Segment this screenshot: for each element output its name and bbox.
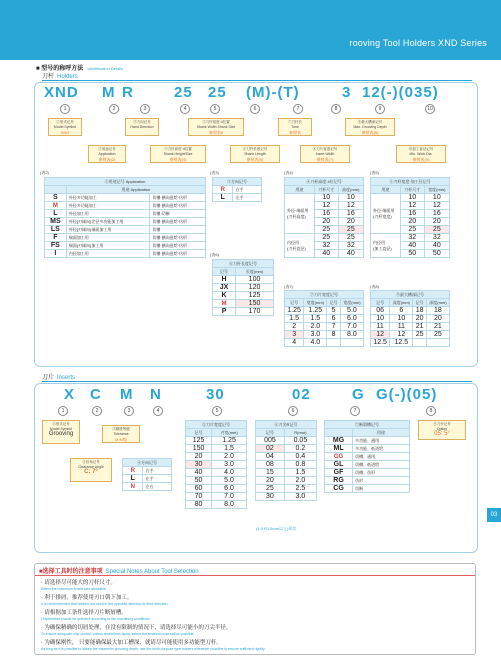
section-title: ■ 型号的称呼方法 Identification Details bbox=[36, 66, 124, 72]
code-part: R bbox=[122, 84, 134, 101]
table-row: MG 多功能、通用 bbox=[325, 437, 410, 445]
num-badge: 6 bbox=[250, 104, 260, 114]
application-table: ②用途记号 Application 用途 Application S 外径多功能加工 切槽·横向进给·仿形 M 外径多功能加工 切槽·横向进给·仿形 L 外径加工用 切槽·切断 MS 外径(刃倾向)定径多功能加工用 切槽·横向进给·仿形 LS 外径(刃倾向)端面加工用 切槽 F 端面加工用 切槽·横向进给·仿形 FS 端面(刃倾向)加工用 切槽·横向进给·仿形 I 内径加工用 切槽·横向进给·仿形 bbox=[44, 177, 206, 258]
table-row: S 外径多功能加工 切槽·横向进给·仿形 bbox=[45, 194, 206, 202]
table-row: R 右手 bbox=[213, 186, 262, 194]
table-row: 02 0.2 bbox=[256, 445, 317, 453]
table-row: 30 3.0 bbox=[186, 461, 247, 469]
note-item: · 请选择尽可能大的刀杆尺寸。 Select the maximum shank size allowable. bbox=[41, 580, 116, 591]
code-part: 12(-)(035) bbox=[362, 84, 439, 101]
inserts-code bbox=[44, 386, 474, 406]
table-row: GL 切槽、低进给 bbox=[325, 461, 410, 469]
table-row: 4 4.0 bbox=[285, 339, 364, 347]
holder-box-hand: ③方向记号 Hand Direction bbox=[125, 118, 159, 136]
chip-breaker-table: ⑦断屑槽记号 用途 MG 多功能、通用 ML 多功能、低进给 GG 切槽、通用 GL 切槽、低进给 GF 切槽、仿形 RG 仿形 CG 切断 bbox=[324, 420, 410, 493]
num-badge: 4 bbox=[180, 104, 190, 114]
num-badge: 3 bbox=[124, 406, 134, 416]
holder-box-application: ②用途记号 Application 参照表(2) bbox=[88, 145, 126, 163]
shank-width-table: ⑤刀杆宽度·加工径记号 用途 刀杆尺寸 宽度(mm) 外径·端面用 (刀杆宽度) 10 10 12 12 16 16 20 20 25 25 内径用 (加工直径) 32 32 40 40 50 50 bbox=[370, 177, 450, 258]
table-row: F 端面加工用 切槽·横向进给·仿形 bbox=[45, 234, 206, 242]
code-part: X bbox=[64, 386, 76, 403]
table-row: 15 1.5 bbox=[256, 469, 317, 477]
table-row: 16 16 bbox=[371, 210, 450, 218]
num-badge: 10 bbox=[425, 104, 435, 114]
table-row: 12 12 bbox=[371, 202, 450, 210]
table-tag: (表3) bbox=[210, 170, 219, 175]
table-row: 50 50 bbox=[371, 250, 450, 258]
code-part: G bbox=[352, 386, 365, 403]
holder-box-width: ⑤刀杆宽度·4位置 Shank Width Shank Size 参照表6 bbox=[188, 118, 244, 136]
num-badge: 2 bbox=[109, 104, 119, 114]
num-badge: 3 bbox=[140, 104, 150, 114]
table-row: K 125 bbox=[213, 292, 274, 300]
corner-radius-table: ⑥刀尖R记号 记号 R(mm) 005 0.05 02 0.2 04 0.4 08 0.8 15 1.5 20 2.0 25 2.5 30 3.0 bbox=[255, 420, 317, 501]
table-row: 外径·端面用 (刀杆宽度) 10 10 bbox=[371, 194, 450, 202]
shank-length-table: ⑥刀杆长度记号 记号 长度(mm) H 100 JX 120 K 125 M 150 P 170 bbox=[212, 259, 274, 316]
table-row: 10 10 20 20 bbox=[371, 315, 450, 323]
table-row: 150 1.5 bbox=[186, 445, 247, 453]
insert-box-option: ⑧刀杆记号 Option 05: 5° bbox=[418, 420, 466, 440]
holder-box-length: ⑥刀杆长度记号 Shank Length 参照表(5) bbox=[230, 145, 280, 163]
table-row: 40 40 bbox=[285, 250, 364, 258]
holders-label: 刀杆 Holders bbox=[42, 74, 78, 80]
table-row: L 左手 bbox=[213, 194, 262, 202]
table-row: M 150 bbox=[213, 300, 274, 308]
code-part: N bbox=[150, 386, 162, 403]
table-row: 1.5 1.5 6 6.0 bbox=[285, 315, 364, 323]
table-row: 70 7.0 bbox=[186, 493, 247, 501]
table-tag: (表2) bbox=[40, 170, 49, 175]
table-row: 06 6 18 18 bbox=[371, 307, 450, 315]
code-part: (M)-(T) bbox=[246, 84, 300, 101]
table-row: 内径用 (加工直径) 32 32 bbox=[371, 234, 450, 242]
table-tag: (表5) bbox=[370, 170, 379, 175]
table-row: JX 120 bbox=[213, 284, 274, 292]
num-badge: 4 bbox=[153, 406, 163, 416]
table-tag: (表7) bbox=[284, 284, 293, 289]
table-row: 外径·端面用 (刀杆高度) 10 10 bbox=[285, 194, 364, 202]
table-row: 20 20 bbox=[371, 218, 450, 226]
table-row: H 100 bbox=[213, 276, 274, 284]
holder-box-tone: ⑦刀杆长 Tone 参照表 bbox=[278, 118, 312, 136]
num-badge: 7 bbox=[293, 104, 303, 114]
table-row: 125 1.25 bbox=[186, 437, 247, 445]
num-badge: 2 bbox=[92, 406, 102, 416]
table-row: 08 0.8 bbox=[256, 461, 317, 469]
insert-box-clearance: ②后角记号 Clearance Angle C: 7° bbox=[70, 458, 112, 482]
table-row: 12 12 bbox=[285, 202, 364, 210]
table-row: 25 25 bbox=[371, 226, 450, 234]
page-header bbox=[0, 0, 501, 60]
table-row: CG 切断 bbox=[325, 485, 410, 493]
table-row: GG 切槽、通用 bbox=[325, 453, 410, 461]
notes-title: ■选择工具时的注意事项 Special Notes About Tool Selection bbox=[39, 569, 199, 575]
insert-box-tolerance: ③精度等级 Tolerance M M级 bbox=[102, 425, 140, 443]
table-row: 1.25 1.25 5 5.0 bbox=[285, 307, 364, 315]
holder-box-insert-width: ⑧刀片宽度记号 Insert Width 参照表(7) bbox=[300, 145, 350, 163]
holders-code bbox=[44, 84, 474, 104]
table-row: 3 3.0 8 8.0 bbox=[285, 331, 364, 339]
table-row: 50 5.0 bbox=[186, 477, 247, 485]
table-row: 12.5 12.5 bbox=[371, 339, 450, 347]
holder-box-workdia: ⑩加工直径记号 Min. Work Dia. 参照表(9) bbox=[396, 145, 446, 163]
inserts-rule bbox=[42, 381, 472, 382]
table-row: P 170 bbox=[213, 308, 274, 316]
note-item: · 为确保精确的切屑处理，在没有限制的情况下，请选择尽可能小的刀尖半径。 To ensure adequate chip control, unless restrictions apply, select the smallest nose radius possible. bbox=[41, 625, 232, 636]
holders-rule bbox=[42, 80, 472, 81]
table-row: 40 40 bbox=[371, 242, 450, 250]
table-tag: (表4) bbox=[284, 170, 293, 175]
table-row: 20 2.0 bbox=[256, 477, 317, 485]
code-part: M bbox=[102, 84, 116, 101]
insert-hand-table: ④方向记号 R 右手 L 左手 N 左右 bbox=[122, 458, 172, 491]
table-row: 005 0.05 bbox=[256, 437, 317, 445]
code-part: 3 bbox=[342, 84, 352, 101]
num-badge: 6 bbox=[288, 406, 298, 416]
code-part: 25 bbox=[208, 84, 227, 101]
insert-box-model: ①形式记号 Model Symbol Grooving bbox=[42, 420, 80, 444]
num-badge: 1 bbox=[58, 406, 68, 416]
table-tag: (表6) bbox=[210, 252, 219, 257]
table-row: RG 仿形 bbox=[325, 477, 410, 485]
table-row: 60 6.0 bbox=[186, 485, 247, 493]
table-row: 内径用 (刀杆直径) 25 25 bbox=[285, 234, 364, 242]
code-part: G(-)(05) bbox=[376, 386, 438, 403]
table-row: 80 8.0 bbox=[186, 501, 247, 509]
insert-width-table: ⑤刀片宽度记号 记号 刃宽(mm) 125 1.25 150 1.5 20 2.0 30 3.0 40 4.0 50 5.0 60 6.0 70 7.0 80 8.0 bbox=[185, 420, 247, 509]
code-part: XND bbox=[44, 84, 79, 101]
note-item: · 利于排屑，推荐使用刃口朝下加工。 It is recommended that holders are used in the opposite direction to feed direction. bbox=[41, 595, 169, 606]
table-row: 30 3.0 bbox=[256, 493, 317, 501]
num-badge: 8 bbox=[426, 406, 436, 416]
table-row: M 外径多功能加工 切槽·横向进给·仿形 bbox=[45, 202, 206, 210]
holder-box-depth: ⑨最大槽深记号 Max. Grooving Depth 参照表(8) bbox=[345, 118, 395, 136]
header-title: rooving Tool Holders XND Series bbox=[349, 38, 487, 48]
table-row: 20 20 bbox=[285, 218, 364, 226]
num-badge: 7 bbox=[350, 406, 360, 416]
num-badge: 5 bbox=[212, 406, 222, 416]
code-part: 25 bbox=[174, 84, 193, 101]
code-part: M bbox=[120, 386, 134, 403]
num-badge: 9 bbox=[375, 104, 385, 114]
table-row: MS 外径(刃倾向)定径多功能加工用 切槽·横向进给·仿形 bbox=[45, 218, 206, 226]
table-row: 12 12 25 25 bbox=[371, 331, 450, 339]
table-row: 04 0.4 bbox=[256, 453, 317, 461]
table-row: 16 16 bbox=[285, 210, 364, 218]
table-row: N 左右 bbox=[123, 483, 172, 491]
radius-note: (1.0,R1.5mm以上)形状 bbox=[256, 526, 297, 531]
insert-width-table: ⑦刀片宽度记号 记号 宽度(mm) 记号 宽度(mm) 1.25 1.25 5 5.0 1.5 1.5 6 6.0 2 2.0 7 7.0 3 3.0 8 8.0 4 4.0 bbox=[284, 290, 364, 347]
table-row: R 右手 bbox=[123, 467, 172, 475]
num-badge: 1 bbox=[60, 104, 70, 114]
shank-height-table: ④刀杆高度·4位记号 用途 刀杆尺寸 高度(mm) 外径·端面用 (刀杆高度) 10 10 12 12 16 16 20 20 25 25 内径用 (刀杆直径) 25 25 32 32 40 40 bbox=[284, 177, 364, 258]
table-row: LS 外径(刃倾向)端面加工用 切槽 bbox=[45, 226, 206, 234]
table-row: I 内径加工用 切槽·横向进给·仿形 bbox=[45, 250, 206, 258]
code-part: C bbox=[90, 386, 102, 403]
table-row: 20 2.0 bbox=[186, 453, 247, 461]
table-tag: (表8) bbox=[370, 284, 379, 289]
notes-rule bbox=[35, 575, 475, 576]
table-row: L 左手 bbox=[123, 475, 172, 483]
num-badge: 8 bbox=[331, 104, 341, 114]
table-row: 40 4.0 bbox=[186, 469, 247, 477]
table-row: 32 32 bbox=[285, 242, 364, 250]
holder-box-height: ④刀杆高度·4位置 Shank Height/Size 参照表(4) bbox=[150, 145, 206, 163]
table-row: GF 切槽、仿形 bbox=[325, 469, 410, 477]
hand-table: ③方向记号 R 右手 L 左手 bbox=[212, 177, 262, 202]
page-tab: 03 bbox=[487, 508, 501, 522]
grooving-depth-table: ⑨最大槽深记号 记号 深度(mm) 记号 深度(mm) 06 6 18 18 10 10 20 20 11 11 21 21 12 12 25 25 12.5 12.5 bbox=[370, 290, 450, 347]
num-badge: 5 bbox=[210, 104, 220, 114]
code-part: 30 bbox=[206, 386, 225, 403]
notes-panel bbox=[34, 563, 476, 655]
table-row: 25 2.5 bbox=[256, 485, 317, 493]
table-row: ML 多功能、低进给 bbox=[325, 445, 410, 453]
note-item: · 请根据加工条件选择刀片断屑槽。 Chipbreaker should be selected according to the machining conditions. bbox=[41, 610, 151, 621]
table-row: FS 端面(刃倾向)加工用 切槽·横向进给·仿形 bbox=[45, 242, 206, 250]
inserts-label: 刀片 Inserts bbox=[42, 375, 76, 381]
table-row: 11 11 21 21 bbox=[371, 323, 450, 331]
code-part: 02 bbox=[292, 386, 311, 403]
note-item: · 为确保刚性， 只要能确保最大加工槽深，就请尽可能使用多功能型刀杆。 As long as it is possible to obtain the maximum grooving depth, use the multi purpose type holders whenever possible to ensure sufficient rigidity. bbox=[41, 640, 266, 651]
holder-box-model: ①形式记号 Model Symbol XND bbox=[48, 118, 82, 136]
table-row: 25 25 bbox=[285, 226, 364, 234]
table-row: L 外径加工用 切槽·切断 bbox=[45, 210, 206, 218]
table-row: 2 2.0 7 7.0 bbox=[285, 323, 364, 331]
